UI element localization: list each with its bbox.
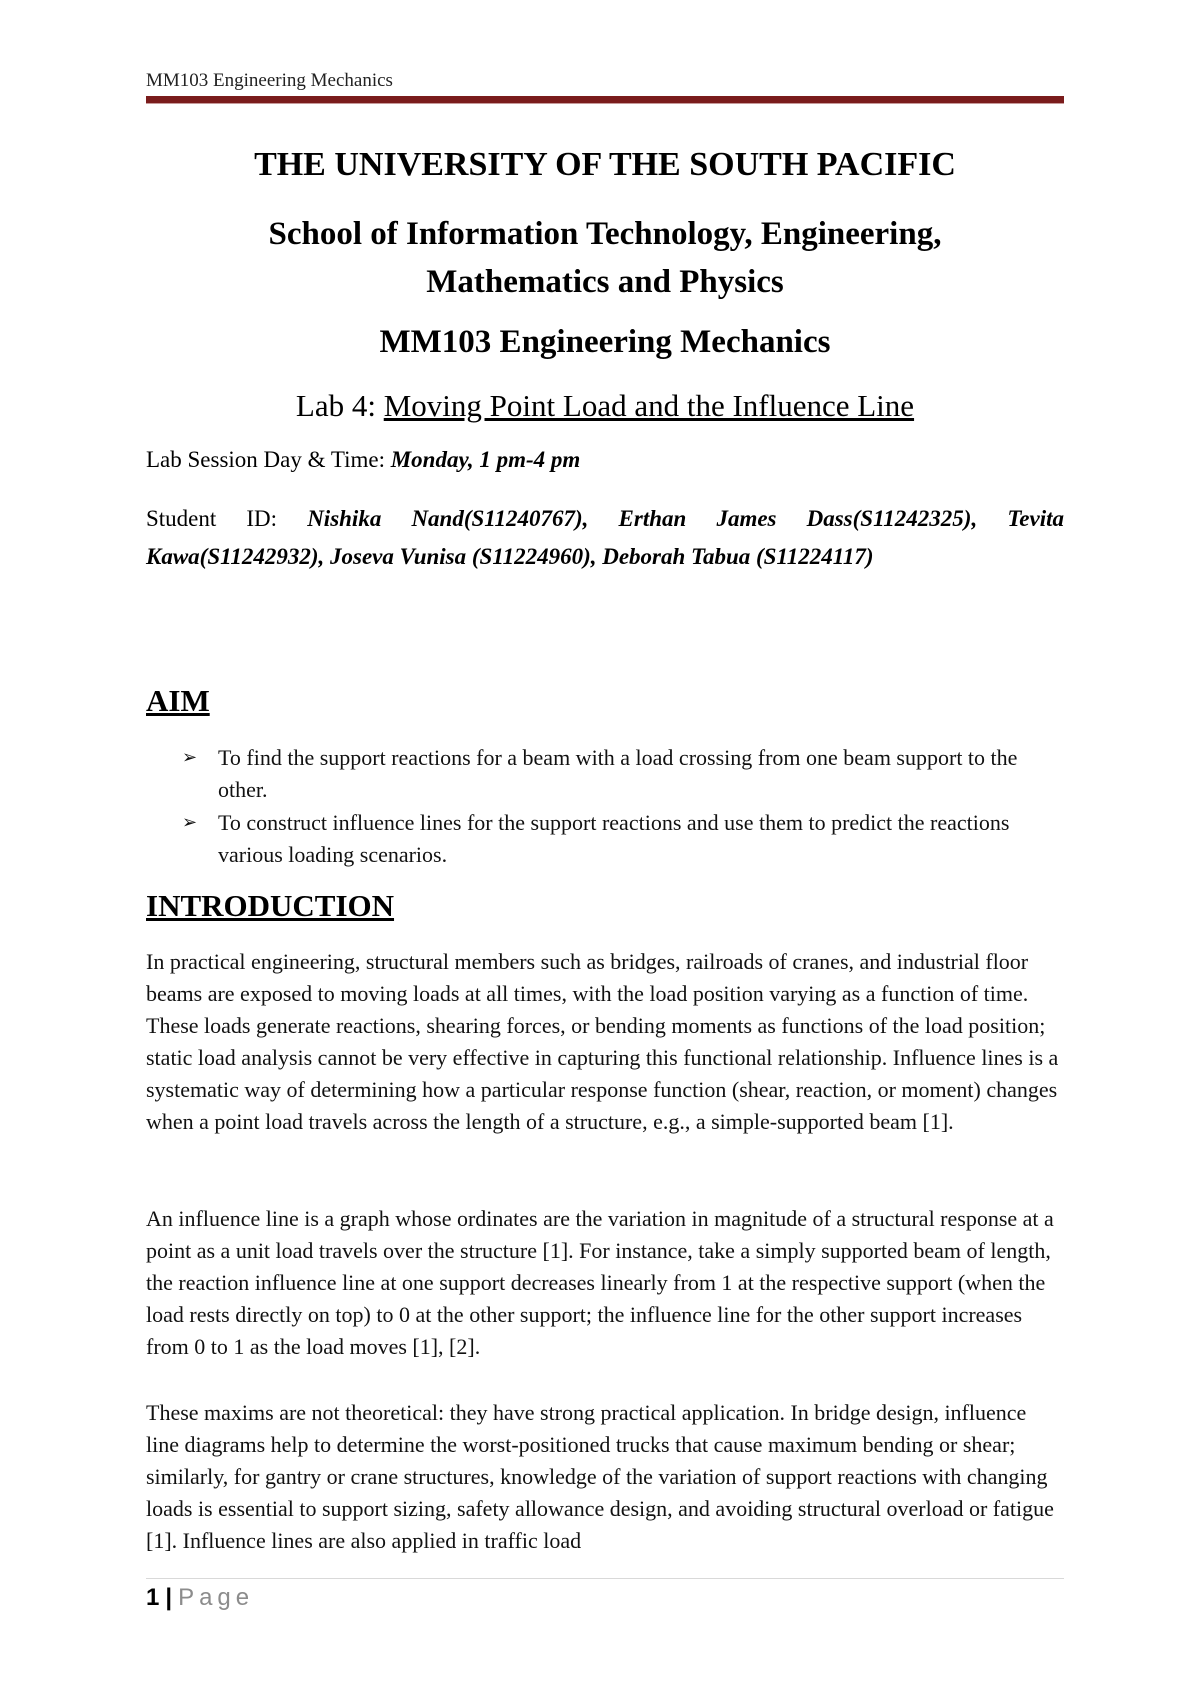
footer-rule: [146, 1578, 1064, 1579]
header-rule: [146, 96, 1064, 104]
intro-paragraph-3: These maxims are not theoretical: they have strong practical application. In bridge design, influence line diagrams help to determine the worst-positioned trucks that cause maximum bending or shear; similarly, for gantry or crane structures, knowledge of the variation of support reactions with changing loads is essential to support sizing, safety allowance design, and avoiding structural overload or fatigue [1]. Influence lines are also applied in traffic load: [146, 1400, 1054, 1553]
intro-paragraph-1: In practical engineering, structural members such as bridges, railroads of cranes, and industrial floor beams are exposed to moving loads at all times, with the load position varying as a function of time. These loads generate reactions, shearing forces, or bending moments as functions of the load position; static load analysis cannot be very effective in capturing this functional relationship. Influence lines is a systematic way of determining how a particular response function (shear, reaction, or moment) changes when a point load travels across the length of a structure, e.g., a simple-supported beam [1].: [146, 949, 1059, 1134]
course-title: MM103 Engineering Mechanics: [379, 324, 831, 360]
aim-item-text: To construct influence lines for the support reactions and use them to predict the reactions various loading scenarios.: [218, 810, 1010, 867]
student-ids: [146, 500, 1064, 576]
aim-list: [146, 742, 1064, 872]
lab-session-label: Lab Session Day & Time:: [146, 447, 391, 472]
aim-item-text: To find the support reactions for a beam with a load crossing from one beam support to the other.: [218, 745, 1018, 802]
list-item: [146, 742, 1064, 806]
running-header: MM103 Engineering Mechanics: [146, 70, 393, 91]
introduction-heading: INTRODUCTION: [146, 888, 395, 923]
page-label: Page: [178, 1584, 255, 1611]
aim-heading: AIM: [146, 683, 210, 718]
list-item: [146, 807, 1064, 871]
arrow-bullet-icon: ➢: [182, 812, 198, 833]
lab-number: Lab 4:: [295, 388, 384, 423]
school-title: [146, 210, 1064, 306]
page-number: 1: [146, 1584, 160, 1611]
student-ids-label: Student ID:: [146, 506, 308, 531]
lab-session: [146, 447, 1064, 473]
student-names: Nishika Nand(S11240767), Erthan James Dass(S11242325), Tevita Kawa(S11242932), Joseva Vunisa (S11224960), Deborah Tabua (S11224117): [146, 506, 1064, 569]
page-footer: [146, 1584, 254, 1612]
footer-separator: |: [165, 1584, 173, 1611]
lab-session-value: Monday, 1 pm-4 pm: [390, 447, 581, 472]
intro-paragraph-2: An influence line is a graph whose ordinates are the variation in magnitude of a structural response at a point as a unit load travels over the structure [1]. For instance, take a simply supported beam of length, the reaction influence line at one support decreases linearly from 1 at the respective support (when the load rests directly on top) to 0 at the other support; the influence line for the other support increases from 0 to 1 as the load moves [1], [2].: [146, 1206, 1054, 1359]
lab-name: Moving Point Load and the Influence Line: [383, 388, 915, 423]
university-title: THE UNIVERSITY OF THE SOUTH PACIFIC: [254, 146, 956, 183]
school-title-line-2: Mathematics and Physics: [426, 264, 784, 300]
arrow-bullet-icon: ➢: [182, 747, 198, 768]
lab-title: [146, 388, 1064, 424]
school-title-line-1: School of Information Technology, Engineering,: [268, 216, 942, 252]
